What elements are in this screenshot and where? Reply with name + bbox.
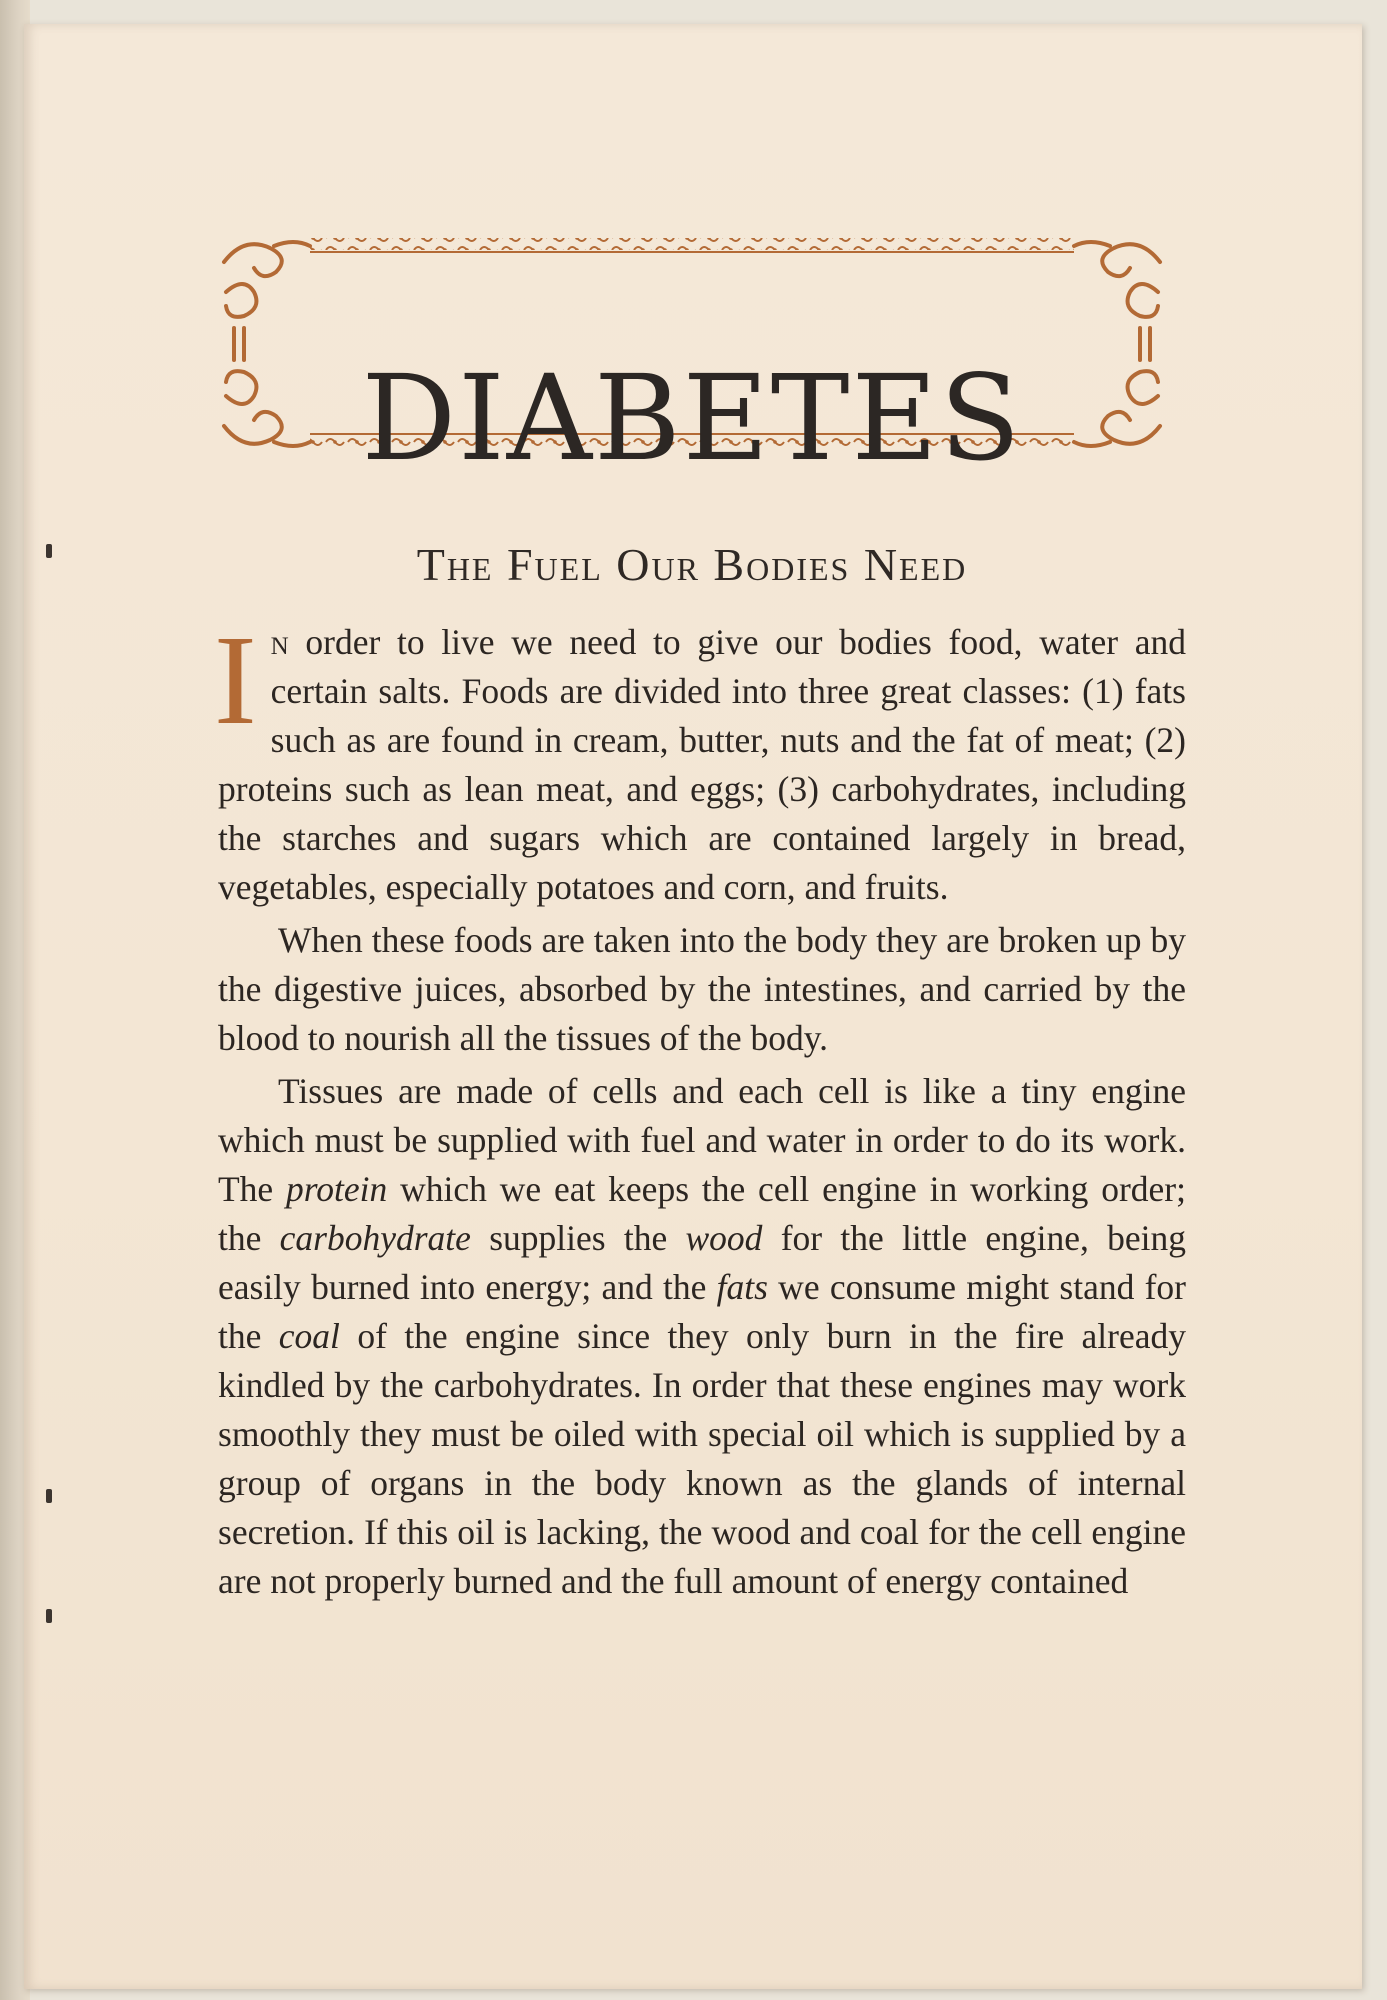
binding-stitch — [46, 544, 52, 558]
paragraph-1-text: order to live we need to give our bodies food, water and certain salts. Foods are divided into three great classes: (1) fats such as are found in cream, butter, nuts and the fat of meat; (2) proteins such as lean meat, and eggs; (3) carbohydrates, including the starches and sugars which are contained largely in bread, vegetables, especially potatoes and corn, and fruits. — [218, 622, 1186, 907]
binding-stitch — [46, 1489, 52, 1503]
italic-term: wood — [685, 1218, 763, 1258]
italic-term: coal — [278, 1316, 340, 1356]
paragraph-3-text: of the engine since they only burn in the fire already kindled by the carbohydrates. In order that these engines may work smoothly they must be oiled with special oil which is supplied by a group of organs in the body known as the glands of internal secretion. If this oil is lacking, the wood and coal for the cell engine are not properly burned and the full amount of energy contained — [218, 1316, 1187, 1601]
title-ornamental-frame — [214, 232, 1170, 488]
italic-term: carbohydrate — [279, 1218, 471, 1258]
drop-cap-lead: n — [270, 622, 289, 662]
paragraph-3-text: which we eat keeps the cell engine in working order; the — [218, 1169, 1186, 1258]
paragraph-3 — [218, 1067, 1186, 1606]
paragraph-1 — [214, 609, 1186, 912]
paragraph-3-text: for the little engine, being easily burned into energy; and the — [218, 1218, 1186, 1307]
italic-term: fats — [716, 1267, 768, 1307]
section-heading: The Fuel Our Bodies Need — [416, 539, 968, 590]
paragraph-3-text: we consume might stand for the — [218, 1267, 1186, 1356]
paragraph-3-text: supplies the — [470, 1218, 686, 1258]
italic-term: protein — [286, 1169, 388, 1209]
paragraph-3-text: Tissues are made of cells and each cell is like a tiny engine which must be supplied with fuel and water in order to do its work. The — [218, 1071, 1186, 1209]
page-title: DIABETES — [361, 349, 1023, 488]
paragraph-2: When these foods are taken into the body they are broken up by the digestive juices, absorbed by the intestines, and carried by the blood to nourish all the tissues of the body. — [218, 920, 1186, 1058]
article-body — [214, 609, 1187, 1610]
binding-stitch — [46, 1609, 52, 1623]
drop-cap: I — [214, 609, 257, 751]
